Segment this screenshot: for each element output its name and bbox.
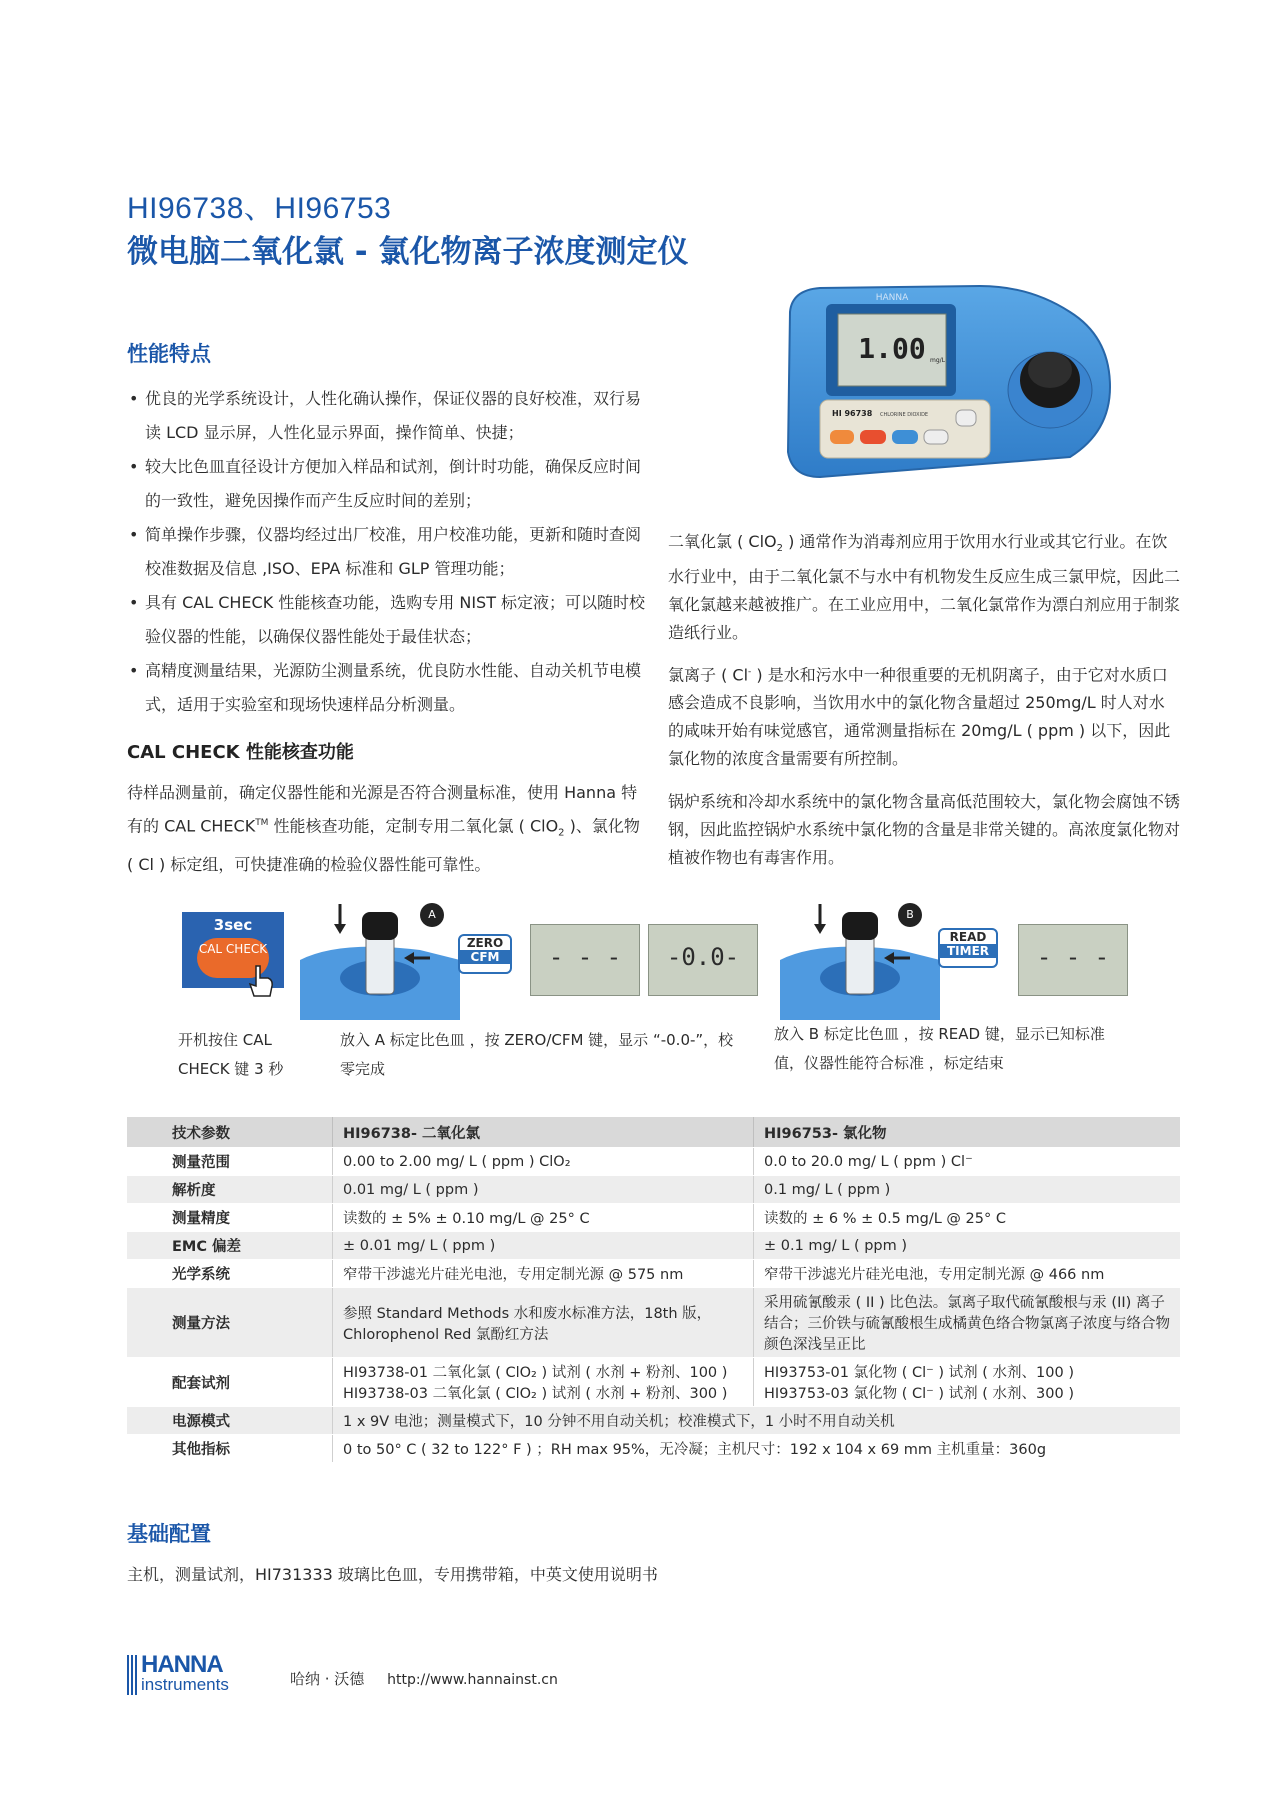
hi96738-value: 窄带干涉滤光片硅光电池，专用定制光源 @ 575 nm [333, 1260, 754, 1288]
hi96738-value: 0.01 mg/ L ( ppm ) [333, 1176, 754, 1204]
table-row [127, 1176, 1180, 1204]
clo2-text-b: ) 通常作为消毒剂应用于饮用水行业或其它行业。在饮水行业中，由于二氧化氯不与水中有机物发生反应生成三氯甲烷，因此二氧化氯越来越被推广。在工业应用中，二氧化氯常作为漂白剂应用于制浆造纸行业。 [668, 532, 1181, 643]
lcd-read-text: - - - [1036, 943, 1110, 971]
read-label: READ [949, 930, 987, 944]
hi96753-value: 窄带干涉滤光片硅光电池，专用定制光源 @ 466 nm [754, 1260, 1181, 1288]
trademark: TM [255, 818, 269, 828]
hanna-logo [127, 1651, 229, 1695]
chloride-text-a: 氯离子 ( Cl [668, 665, 749, 685]
clo2-paragraph [668, 528, 1180, 647]
lcd-reading: 1.00 [858, 332, 926, 365]
header-hi96738: HI96738- 二氧化氯 [333, 1117, 754, 1148]
feature-item: • 较大比色皿直径设计方便加入样品和试剂，倒计时功能，确保反应时间的一致性，避免因操作而产生反应时间的差别； [127, 450, 647, 518]
table-row [127, 1204, 1180, 1232]
glp-key-icon [830, 430, 854, 444]
hi96753-value: 0.0 to 20.0 mg/ L ( ppm ) Cl⁻ [754, 1148, 1181, 1176]
calcheck-text-3: )、氯化物 ( Cl ) 标定组，可快捷准确的检验仪器性能可靠性。 [127, 816, 640, 874]
hi96753-value: 读数的 ± 6 % ± 0.5 mg/L @ 25° C [754, 1204, 1181, 1232]
cuvette-a-badge: A [420, 903, 444, 927]
device-brand: HANNA [875, 293, 909, 303]
feature-item: • 优良的光学系统设计，人性化确认操作，保证仪器的良好校准，双行易读 LCD 显示屏，人性化显示界面，操作简单、快捷； [127, 382, 647, 450]
spec-table [127, 1117, 1180, 1463]
row-label: 其他指标 [127, 1435, 333, 1463]
calcheck-key-icon [860, 430, 886, 444]
row-label: 测量精度 [127, 1204, 333, 1232]
device-image [780, 282, 1120, 482]
lcd-zero-text: -0.0- [666, 943, 740, 971]
chloride-paragraph [668, 658, 1180, 773]
subscript-2: 2 [558, 827, 565, 839]
table-row [127, 1358, 1180, 1407]
table-row [127, 1148, 1180, 1176]
zero-cfm-button[interactable] [458, 934, 512, 974]
subscript-2: 2 [776, 543, 784, 555]
feature-item: • 具有 CAL CHECK 性能核查功能，选购专用 NIST 标定液；可以随时校验仪器的性能，以确保仪器性能处于最佳状态； [127, 586, 647, 654]
timer-label: TIMER [940, 944, 996, 958]
logo-brand: HANNA [141, 1651, 223, 1678]
header-hi96753: HI96753- 氯化物 [754, 1117, 1181, 1148]
table-row [127, 1435, 1180, 1463]
lcd-display-read [1018, 924, 1128, 996]
meter-illustration [780, 282, 1120, 482]
row-label: 电源模式 [127, 1407, 333, 1435]
features-heading: 性能特点 [127, 342, 211, 366]
lcd-display-zero [648, 924, 758, 996]
row-label: EMC 偏差 [127, 1232, 333, 1260]
table-row [127, 1232, 1180, 1260]
hi96753-value: 采用硫氰酸汞 ( II ) 比色法。氯离子取代硫氰酸根与汞 (II) 离子结合；三价铁与硫氰酸根生成橘黄色络合物氯离子浓度与络合物颜色深浅呈正比 [754, 1288, 1181, 1358]
feature-item: • 简单操作步骤，仪器均经过出厂校准，用户校准功能，更新和随时查阅校准数据及信息 ,ISO、EPA 标准和 GLP 管理功能； [127, 518, 647, 586]
feature-item: • 高精度测量结果，光源防尘测量系统，优良防水性能、自动关机节电模式，适用于实验室和现场快速样品分析测量。 [127, 654, 647, 722]
basic-text: 主机，测量试剂，HI731333 玻璃比色皿，专用携带箱，中英文使用说明书 [127, 1565, 658, 1584]
row-label: 光学系统 [127, 1260, 333, 1288]
lcd-display-dashes [530, 924, 640, 996]
lcd-unit: mg/L [930, 357, 946, 364]
clo2-text-a: 二氧化氯 ( ClO [668, 532, 777, 551]
boiler-paragraph: 锅炉系统和冷却水系统中的氯化物含量高低范围较大，氯化物会腐蚀不锈钢，因此监控锅炉水系统中氯化物的含量是非常关键的。高浓度氯化物对植被作物也有毒害作用。 [668, 792, 1181, 867]
hi96753-value: 0.1 mg/ L ( ppm ) [754, 1176, 1181, 1204]
hi96753-value: ± 0.1 mg/ L ( ppm ) [754, 1232, 1181, 1260]
hand-pointer-icon [246, 964, 276, 998]
device-model: HI 96738 [832, 409, 873, 418]
calcheck-button[interactable]: CAL CHECK [197, 938, 269, 978]
cfm-label: CFM [460, 950, 510, 964]
table-row [127, 1288, 1180, 1358]
step2-caption: 放入 A 标定比色皿 ，按 ZERO/CFM 键，显示 “-0.0-”，校零完成 [340, 1031, 734, 1078]
row-label: 测量范围 [127, 1148, 333, 1176]
logo-sub: instruments [141, 1675, 229, 1694]
row-label: 配套试剂 [127, 1358, 333, 1407]
cuvette-b-badge: B [898, 903, 922, 927]
power-key-icon [956, 410, 976, 426]
step1-duration: 3sec [213, 916, 253, 934]
zero-key-icon [892, 430, 918, 444]
superscript-minus: - [748, 667, 752, 677]
shared-value: 1 x 9V 电池；测量模式下，10 分钟不用自动关机；校准模式下，1 小时不用自动关机 [333, 1407, 1181, 1435]
lcd-dashes-text: - - - [548, 943, 622, 971]
model-title: HI96738、HI96753 [127, 192, 392, 225]
basic-heading: 基础配置 [127, 1522, 211, 1546]
website-link[interactable]: http://www.hannainst.cn [387, 1672, 558, 1688]
spec-body [127, 1148, 1180, 1463]
calcheck-text [127, 777, 642, 880]
step3-caption: 放入 B 标定比色皿 ，按 READ 键，显示已知标准值，仪器性能符合标准 ，标定结束 [774, 1025, 1105, 1072]
page-title: 微电脑二氧化氯 - 氯化物离子浓度测定仪 [127, 234, 689, 270]
logo-bars-icon [127, 1655, 137, 1695]
chloride-text-b: ) 是水和污水中一种很重要的无机阴离子，由于它对水质口感会造成不良影响，当饮用水中的氯化物含量超过 250mg/L 时人对水的咸味开始有味觉感官，通常测量指标在 20mg/L ( ppm ) 以下，因此氯化物的浓度含量需要有所控制。 [668, 665, 1171, 769]
hi96738-value: 参照 Standard Methods 水和废水标准方法，18th 版，Chlorophenol Red 氯酚红方法 [333, 1288, 754, 1358]
hi96738-value: 读数的 ± 5% ± 0.10 mg/L @ 25° C [333, 1204, 754, 1232]
row-label: 解析度 [127, 1176, 333, 1204]
shared-value: 0 to 50° C ( 32 to 122° F ) ；RH max 95%，无冷凝；主机尺寸：192 x 104 x 69 mm 主机重量：360g [333, 1435, 1181, 1463]
hi96753-value: HI93753-01 氯化物 ( Cl⁻ ) 试剂 ( 水剂、100 ) HI93753-03 氯化物 ( Cl⁻ ) 试剂 ( 水剂、300 ) [754, 1358, 1181, 1407]
table-row [127, 1260, 1180, 1288]
hi96738-value: ± 0.01 mg/ L ( ppm ) [333, 1232, 754, 1260]
hi96738-value: HI93738-01 二氧化氯 ( ClO₂ ) 试剂 ( 水剂 + 粉剂、100 ) HI93738-03 二氧化氯 ( ClO₂ ) 试剂 ( 水剂 + 粉剂、300 ) [333, 1358, 754, 1407]
footer-info [290, 1668, 558, 1689]
calcheck-text-1: 待样品测量前，确定仪器性能和光源是否符合测量标准，使用 Hanna 特有的 CAL CHECK [127, 783, 638, 836]
table-row [127, 1407, 1180, 1435]
zero-label: ZERO [466, 936, 504, 950]
features-list [127, 382, 647, 722]
calcheck-text-2: 性能核查功能，定制专用二氧化氯 ( ClO [268, 816, 559, 836]
device-series: CHLORINE DIOXIDE [880, 412, 929, 418]
row-label: 测量方法 [127, 1288, 333, 1358]
read-key-icon [924, 430, 948, 444]
hi96738-value: 0.00 to 2.00 mg/ L ( ppm ) ClO₂ [333, 1148, 754, 1176]
calcheck-heading: CAL CHECK 性能核查功能 [127, 742, 354, 763]
header-param: 技术参数 [127, 1117, 333, 1148]
read-timer-button[interactable] [938, 928, 998, 968]
step1-caption: 开机按住 CAL CHECK 键 3 秒 [178, 1031, 284, 1078]
company-name: 哈纳 · 沃德 [290, 1670, 365, 1688]
